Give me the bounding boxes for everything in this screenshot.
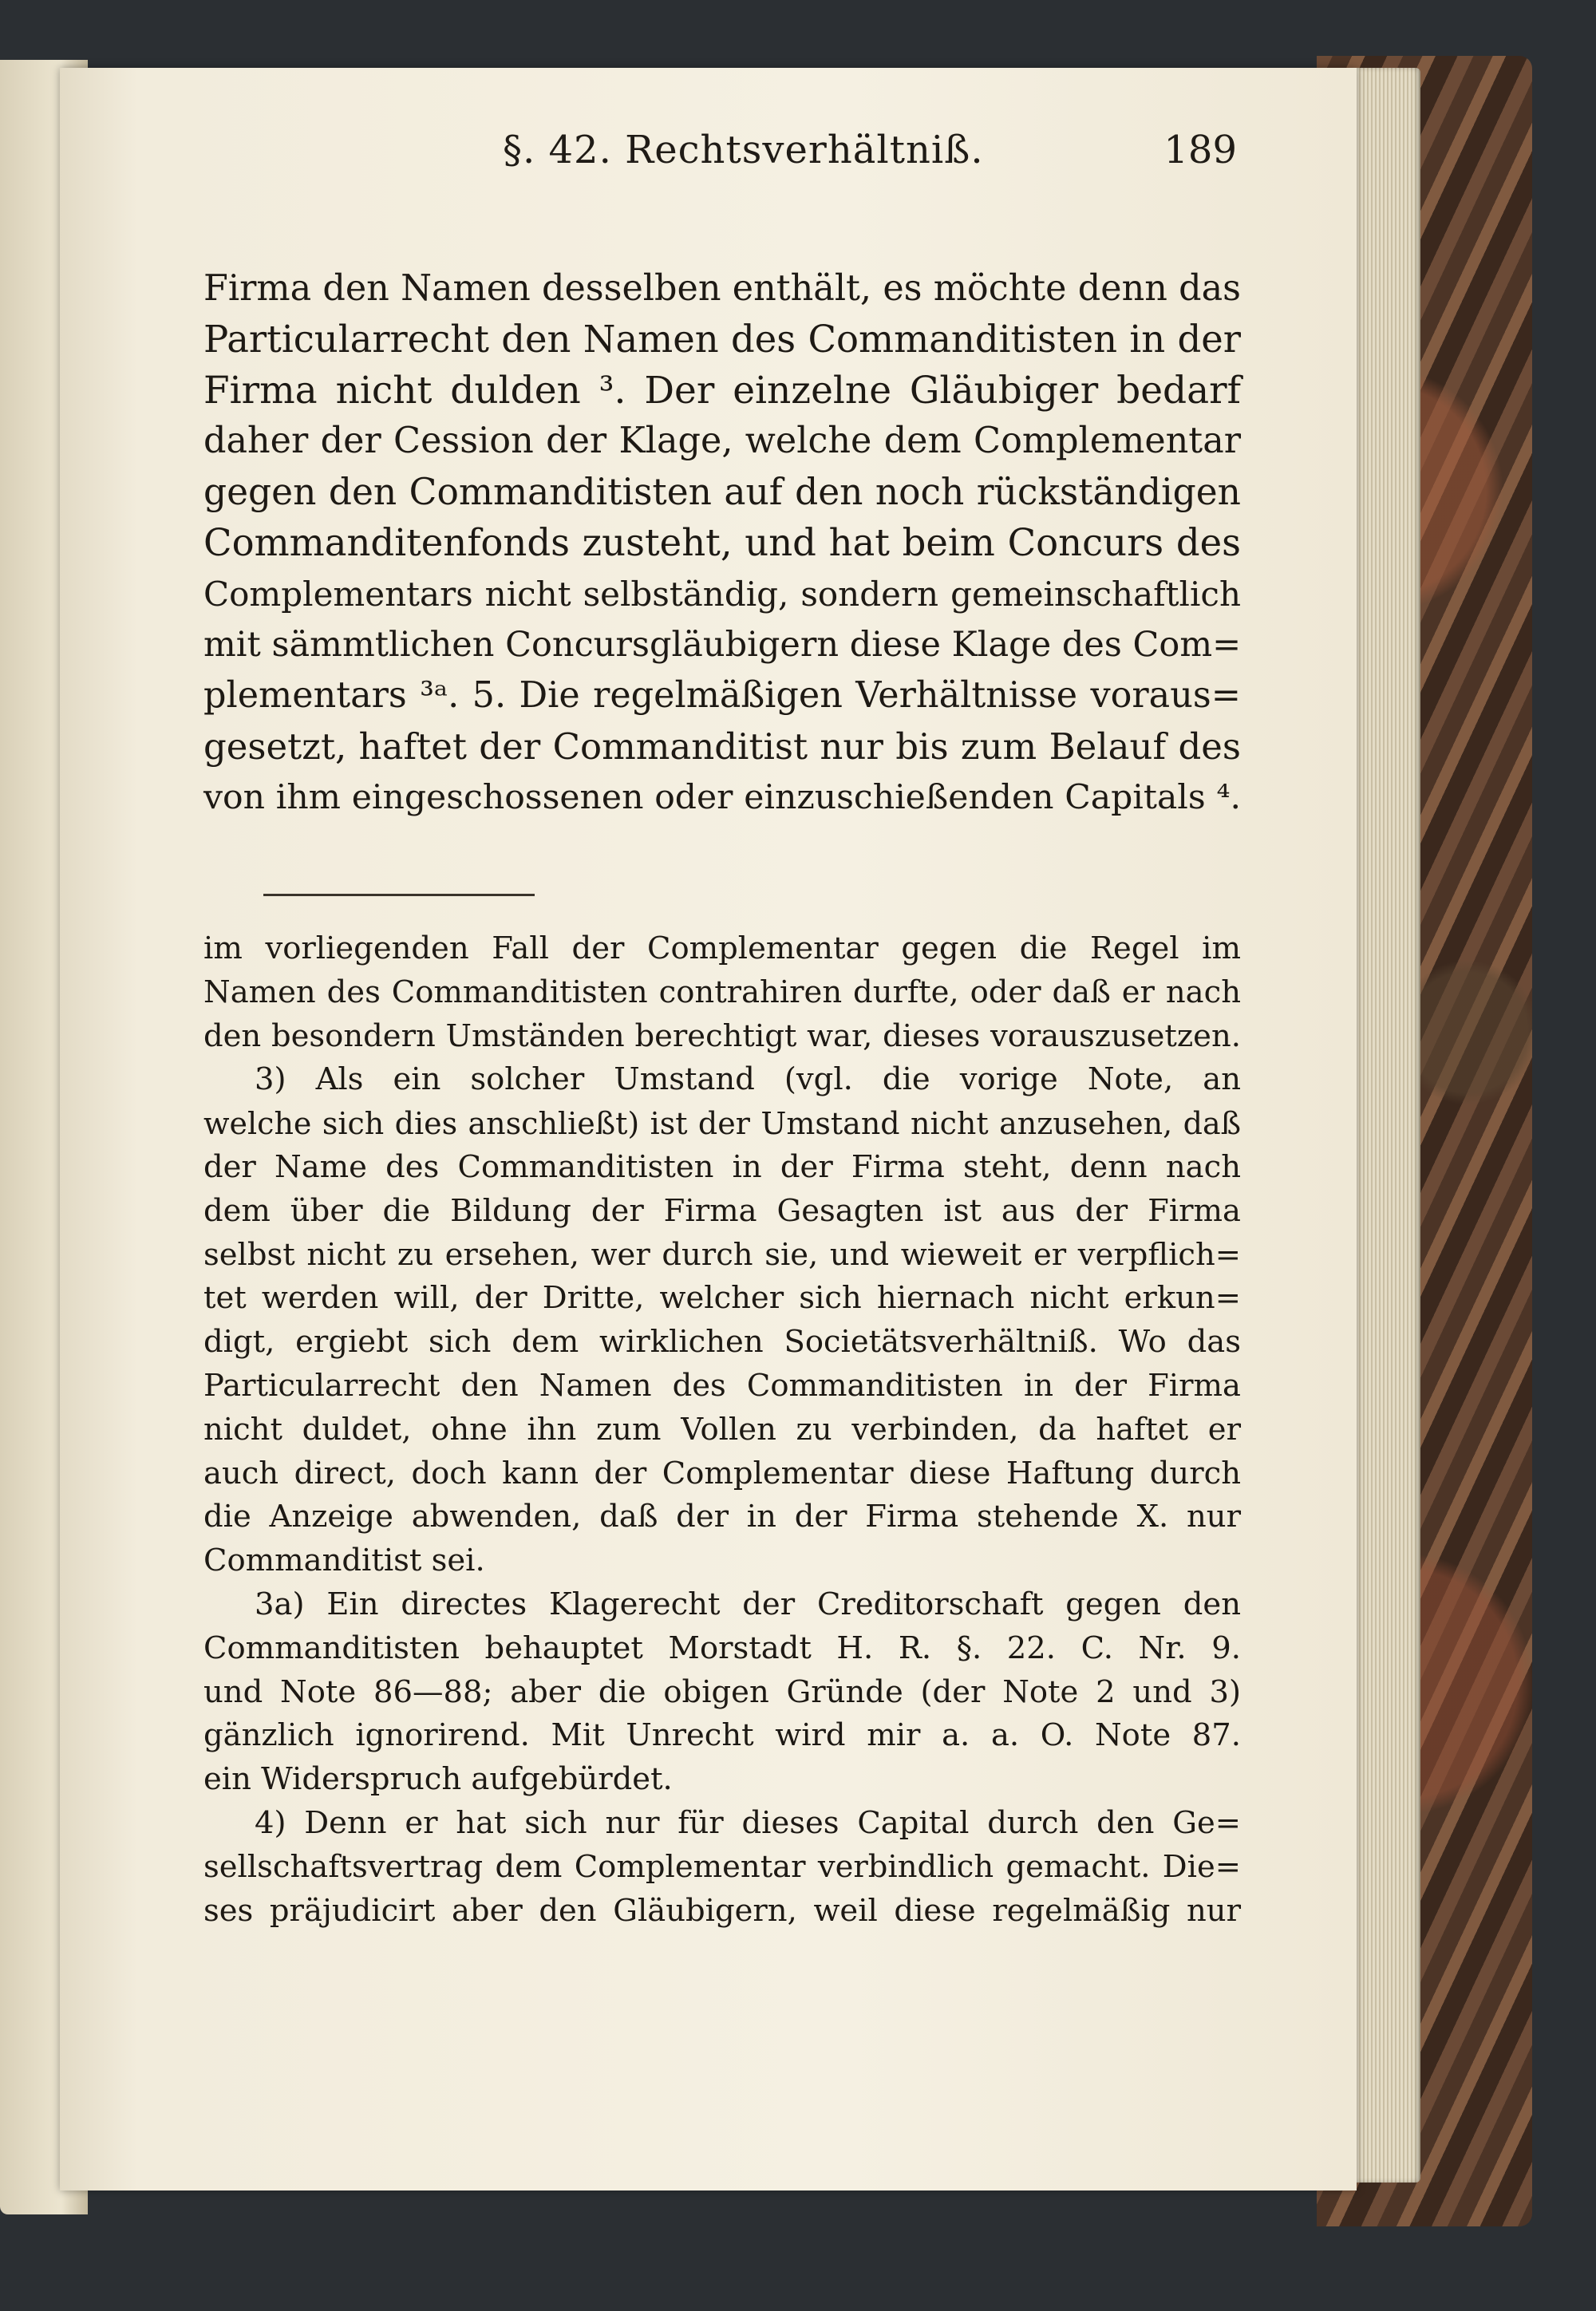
text-line: Particularrecht den Namen des Commanditisten in der: [203, 317, 1241, 361]
text-line: Firma nicht dulden ³. Der einzelne Gläubiger bedarf: [203, 368, 1241, 413]
main-text: [203, 263, 1241, 824]
running-header: [207, 120, 1237, 184]
footnote-line: sellschaftsvertrag dem Complementar verbindlich gemacht. Die=: [203, 1848, 1241, 1885]
text-line: daher der Cession der Klage, welche dem Complementar: [203, 421, 1241, 462]
footnote-line: Commanditisten behauptet Morstadt H. R. §. 22. C. Nr. 9.: [203, 1630, 1241, 1666]
footnote-line: im vorliegenden Fall der Complementar gegen die Regel im: [203, 930, 1241, 966]
footnote-line: und Note 86—88; aber die obigen Gründe (der Note 2 und 3): [203, 1673, 1241, 1710]
text-line: gegen den Commanditisten auf den noch rückständigen: [203, 471, 1241, 514]
footnote-line: Particularrecht den Namen des Commanditisten in der Firma: [203, 1367, 1241, 1404]
footnote-line: welche sich dies anschließt) ist der Umstand nicht anzusehen, daß: [203, 1106, 1241, 1142]
footnote-line: digt, ergiebt sich dem wirklichen Societätsverhältniß. Wo das: [203, 1324, 1241, 1361]
footnote-line: 3) Als ein solcher Umstand (vgl. die vorige Note, an: [255, 1061, 1241, 1098]
footnote-line: Commanditist sei.: [203, 1543, 485, 1579]
text-line: Firma den Namen desselben enthält, es möchte denn das: [203, 268, 1241, 309]
footnote-line: dem über die Bildung der Firma Gesagten ist aus der Firma: [203, 1192, 1241, 1229]
text-line: Commanditenfonds zusteht, und hat beim Concurs des: [203, 520, 1241, 564]
footnote-line: den besondern Umständen berechtigt war, dieses vorauszusetzen.: [203, 1017, 1241, 1054]
footnote-line: der Name des Commanditisten in der Firma steht, denn nach: [203, 1148, 1241, 1185]
footnote-line: tet werden will, der Dritte, welcher sich hiernach nicht erkun=: [203, 1280, 1241, 1317]
footnote-line: auch direct, doch kann der Complementar diese Haftung durch: [203, 1455, 1241, 1491]
footnotes: [203, 927, 1241, 1933]
footnote-line: ein Widerspruch aufgebürdet.: [203, 1761, 673, 1798]
text-line: Complementars nicht selbständig, sondern gemeinschaftlich: [203, 574, 1241, 614]
footnote-line: selbst nicht zu ersehen, wer durch sie, und wieweit er verpflich=: [203, 1236, 1241, 1273]
footnote-line: 3a) Ein directes Klagerecht der Creditorschaft gegen den: [255, 1586, 1241, 1622]
section-reference: §. 42. Rechtsverhältniß.: [503, 128, 984, 172]
footnote-line: ses präjudicirt aber den Gläubigern, weil diese regelmäßig nur: [203, 1892, 1241, 1929]
text-line: von ihm eingeschossenen oder einzuschießenden Capitals ⁴.: [203, 777, 1241, 817]
page-edges: [1357, 68, 1420, 2183]
footnote-separator: [263, 894, 535, 896]
footnote-line: die Anzeige abwenden, daß der in der Firma stehende X. nur: [203, 1499, 1241, 1535]
footnote-line: 4) Denn er hat sich nur für dieses Capital durch den Ge=: [255, 1804, 1241, 1841]
footnote-line: nicht duldet, ohne ihn zum Vollen zu verbinden, da haftet er: [203, 1411, 1241, 1448]
text-line: gesetzt, haftet der Commanditist nur bis zum Belauf des: [203, 725, 1241, 768]
text-line: plementars ³ᵃ. 5. Die regelmäßigen Verhältnisse voraus=: [203, 675, 1241, 717]
text-line: mit sämmtlichen Concursgläubigern diese Klage des Com=: [203, 624, 1242, 665]
footnote-line: gänzlich ignorirend. Mit Unrecht wird mir a. a. O. Note 87.: [203, 1717, 1241, 1754]
footnote-line: Namen des Commanditisten contrahiren durfte, oder daß er nach: [203, 974, 1241, 1010]
page-number: 189: [1163, 128, 1237, 172]
